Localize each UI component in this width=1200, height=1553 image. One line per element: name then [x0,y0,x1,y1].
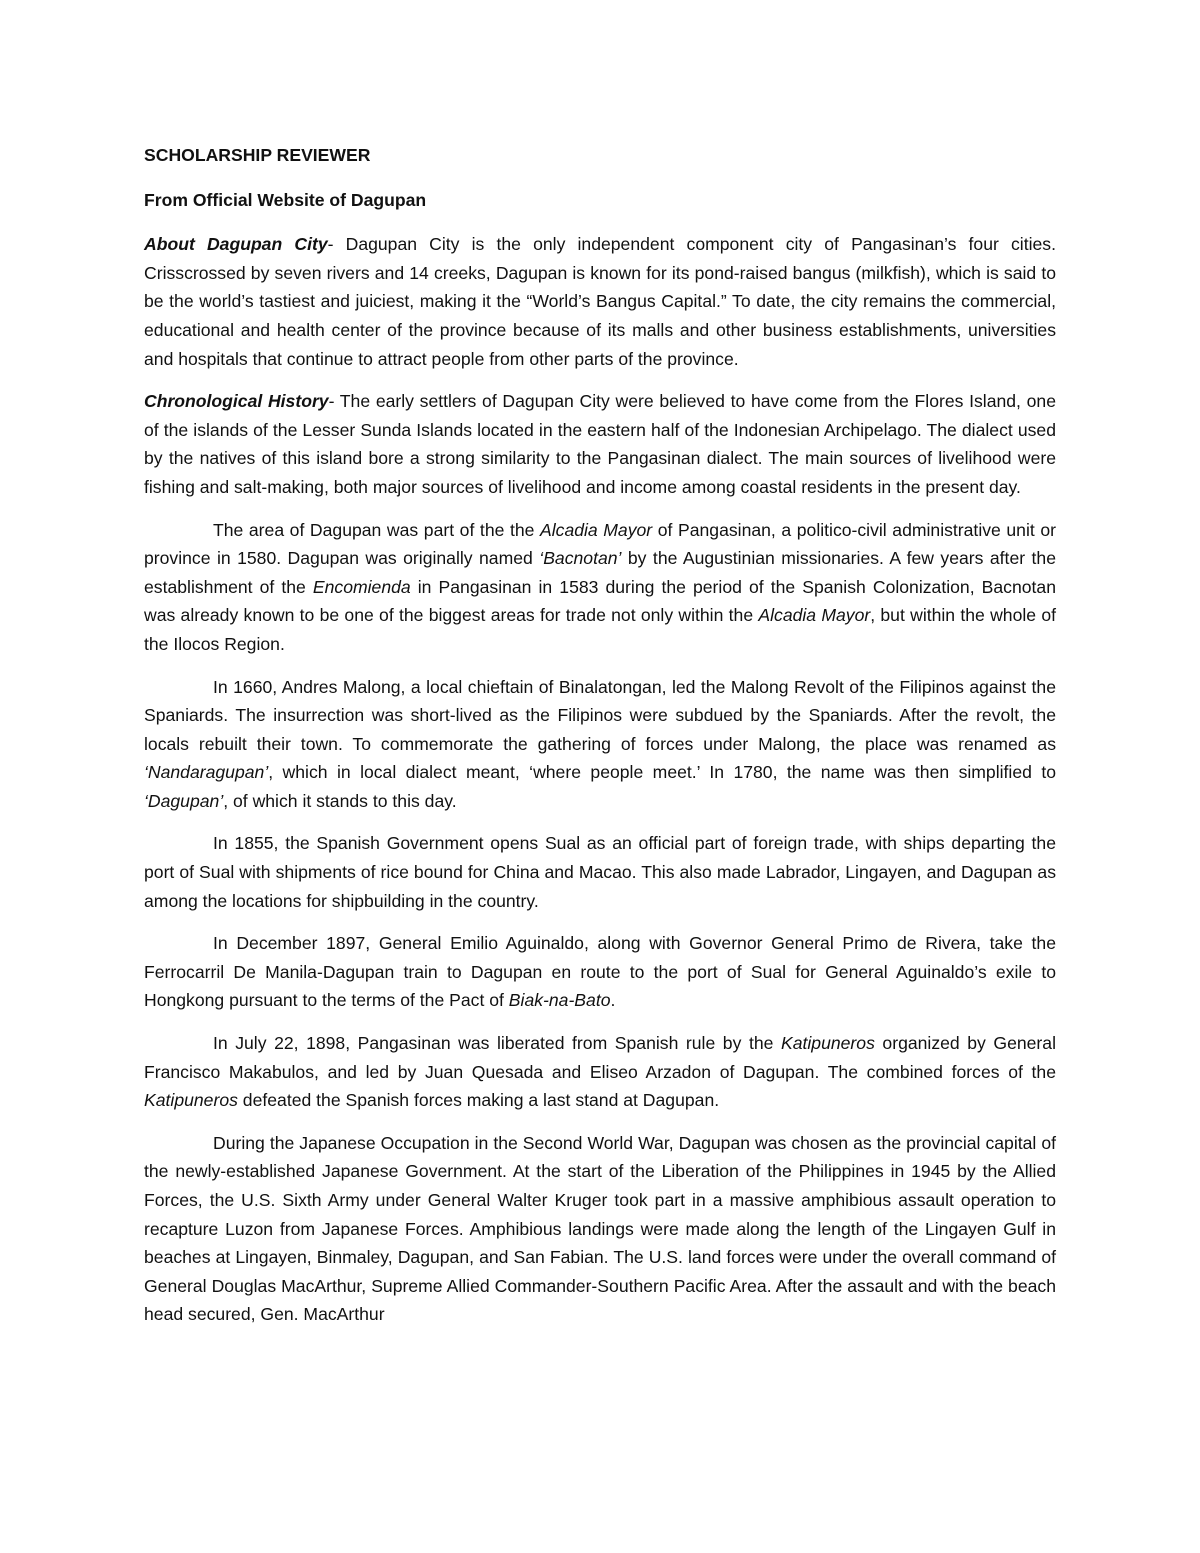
history-text: - The early settlers of Dagupan City were believed to have come from the Flores Island, one of the islands of the Lesser Sunda Islands located in the eastern half of the Indonesian Archipelago. The dialect used by the natives of this island bore a strong similarity to the Pangasinan dialect. The main sources of livelihood were fishing and salt-making, both major sources of livelihood and income among coastal residents in the present day. [144,391,1056,497]
italic-term: ‘Nandaragupan’ [144,762,269,783]
text-run: In December 1897, General Emilio Aguinaldo, along with Governor General Primo de Rivera, take the Ferrocarril De Manila-Dagupan train to Dagupan en route to the port of Sual for General Aguinaldo’s exile to Hongkong pursuant to the terms of the Pact of [144,933,1056,1011]
text-run: organized by General Francisco Makabulos, and led by Juan Quesada and Eliseo Arzadon of Dagupan. The combined forces of the [144,1033,1056,1082]
text-run: In 1660, Andres Malong, a local chieftain of Binalatongan, led the Malong Revolt of the Filipinos against the Spaniards. The insurrection was short-lived as the Filipinos were subdued by the Spaniards. After the revolt, the locals rebuilt their town. To commemorate the gathering of forces under Malong, the place was renamed as [144,676,1056,754]
document-subtitle: From Official Website of Dagupan [144,189,427,210]
about-text: - Dagupan City is the only independent component city of Pangasinan’s four cities. Crisscrossed by seven rivers and 14 creeks, Dagupan is known for its pond-raised bangus (milkfish), which is said to be the world’s tastiest and juiciest, making it the “World’s Bangus Capital.” To date, the city remains the commercial, educational and health center of the province because of its malls and other business establishments, universities and hospitals that continue to attract people from other parts of the province. [144,234,1056,369]
text-run: The area of Dagupan was part of the the [213,519,540,540]
italic-term: ‘Dagupan’ [144,790,224,811]
italic-term: ‘Bacnotan’ [539,548,622,569]
text-run: . [610,990,616,1011]
text-run: , of which it stands to this day. [223,790,457,811]
italic-term: Biak-na-Bato [508,990,611,1011]
paragraph-history [144,387,1056,501]
paragraph-area [144,516,1056,659]
text-run: by the Augustinian missionaries. A few years after the establishment of the [144,548,1056,597]
italic-term: Encomienda [312,576,411,597]
italic-term: Alcadia Mayor [540,519,653,540]
history-lead: Chronological History [144,391,329,412]
text-run: in Pangasinan in 1583 during the period of the Spanish Colonization, Bacnotan was already known to be one of the biggest areas for trade not only within the [144,576,1056,626]
text-run: , which in local dialect meant, ‘where people meet.’ In 1780, the name was then simplified to [268,762,1056,783]
paragraph-ww2: During the Japanese Occupation in the Second World War, Dagupan was chosen as the provincial capital of the newly-established Japanese Government. At the start of the Liberation of the Philippines in 1945 by the Allied Forces, the U.S. Sixth Army under General Walter Kruger took part in a massive amphibious assault operation to recapture Luzon from Japanese Forces. Amphibious landings were made along the length of the Lingayen Gulf in beaches at Lingayen, Binmaley, Dagupan, and San Fabian. The U.S. land forces were under the overall command of General Douglas MacArthur, Supreme Allied Commander-Southern Pacific Area. After the assault and with the beach head secured, Gen. MacArthur [144,1132,1056,1325]
text-run: , but within the whole of the Ilocos Region. [144,605,1056,654]
text-run: In July 22, 1898, Pangasinan was liberated from Spanish rule by the [213,1033,781,1054]
italic-term: Katipuneros [144,1090,238,1111]
italic-term: Alcadia Mayor [758,605,871,626]
paragraph-1897 [144,929,1056,1015]
paragraph-about [144,230,1056,373]
italic-term: Katipuneros [780,1033,875,1054]
paragraph-1660 [144,673,1056,816]
document-title: SCHOLARSHIP REVIEWER [144,145,371,165]
paragraph-1855: In 1855, the Spanish Government opens Sual as an official part of foreign trade, with ships departing the port of Sual with shipments of rice bound for China and Macao. This also made Labrador, Lingayen, and Dagupan as among the locations for shipbuilding in the country. [144,833,1056,911]
text-run: defeated the Spanish forces making a last stand at Dagupan. [237,1090,720,1111]
about-lead: About Dagupan City [144,234,328,255]
text-run: of Pangasinan, a politico-civil administrative unit or province in 1580. Dagupan was originally named [144,519,1056,569]
paragraph-1898 [144,1029,1056,1115]
